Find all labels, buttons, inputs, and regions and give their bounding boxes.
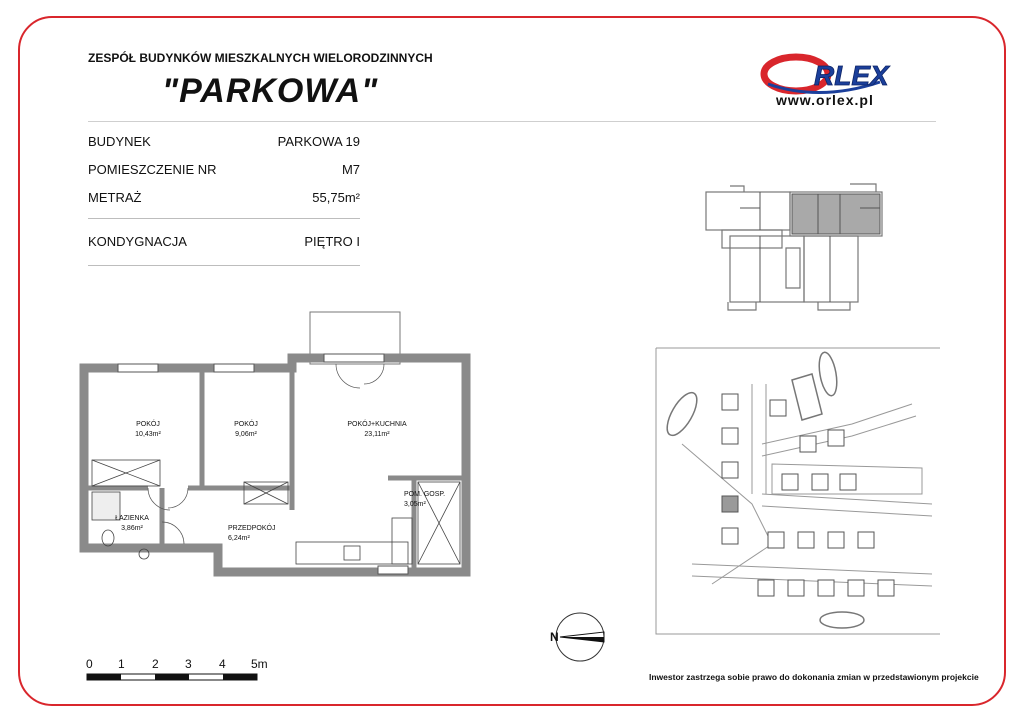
room-label [404,490,450,510]
scale-bar [86,672,262,682]
scale-tick-label: 2 [152,657,159,671]
building-key-plan [700,178,890,318]
kitchen-counter [296,518,412,564]
room-label [228,524,278,544]
area-label: METRAŻ [88,190,142,205]
disclaimer: Inwestor zastrzega sobie prawo do dokonania zmian w przedstawionym projekcie [649,672,979,682]
room-area: 3,86m² [121,525,143,532]
scale-tick-label: 3 [185,657,192,671]
room-name: PRZEDPOKÓJ [228,525,276,532]
scale-tick-label: 4 [219,657,226,671]
room-label [342,420,412,440]
scale-tick-label: 1 [118,657,125,671]
unit-label: POMIESZCZENIE NR [88,162,217,177]
room-name: POKÓJ [234,421,258,428]
doors [148,364,384,544]
room-label [128,420,168,440]
project-name: "PARKOWA" [162,72,379,110]
site-buildings [722,394,894,596]
room-name: POKÓJ [136,421,160,428]
compass-label: N [550,630,559,644]
area-value: 55,75m² [312,190,360,205]
compass-icon [546,610,610,666]
room-name: ŁAZIENKA [115,515,149,522]
apartment-floor-plan [78,310,478,582]
orlex-logo [760,52,950,96]
building-value: PARKOWA 19 [277,134,360,149]
room-name: POKÓJ+KUCHNIA [347,421,407,428]
complex-name: ZESPÓŁ BUDYNKÓW MIESZKALNYCH WIELORODZINNYCH [88,51,433,65]
floor-value: PIĘTRO I [304,234,360,249]
room-area: 6,24m² [228,535,250,542]
key-plan-highlighted-unit [792,194,880,234]
room-area: 3,05m² [404,501,426,508]
room-area: 10,43m² [135,431,161,438]
floor-label: KONDYGNACJA [88,234,187,249]
website-url: www.orlex.pl [776,92,874,108]
unit-value: M7 [341,162,360,177]
room-name: POM. GOSP. [404,491,446,498]
info-divider [88,218,360,219]
scale-tick-label: 0 [86,657,93,671]
info-bottom-divider [88,265,360,266]
header-divider [88,121,936,122]
room-label [112,514,152,534]
room-label [226,420,266,440]
logo-text: RLEX [814,60,889,91]
scale-tick-label: 5m [251,657,268,671]
room-area: 9,06m² [235,431,257,438]
building-label: BUDYNEK [88,134,151,149]
site-plan [652,344,942,644]
room-area: 23,11m² [364,431,390,438]
